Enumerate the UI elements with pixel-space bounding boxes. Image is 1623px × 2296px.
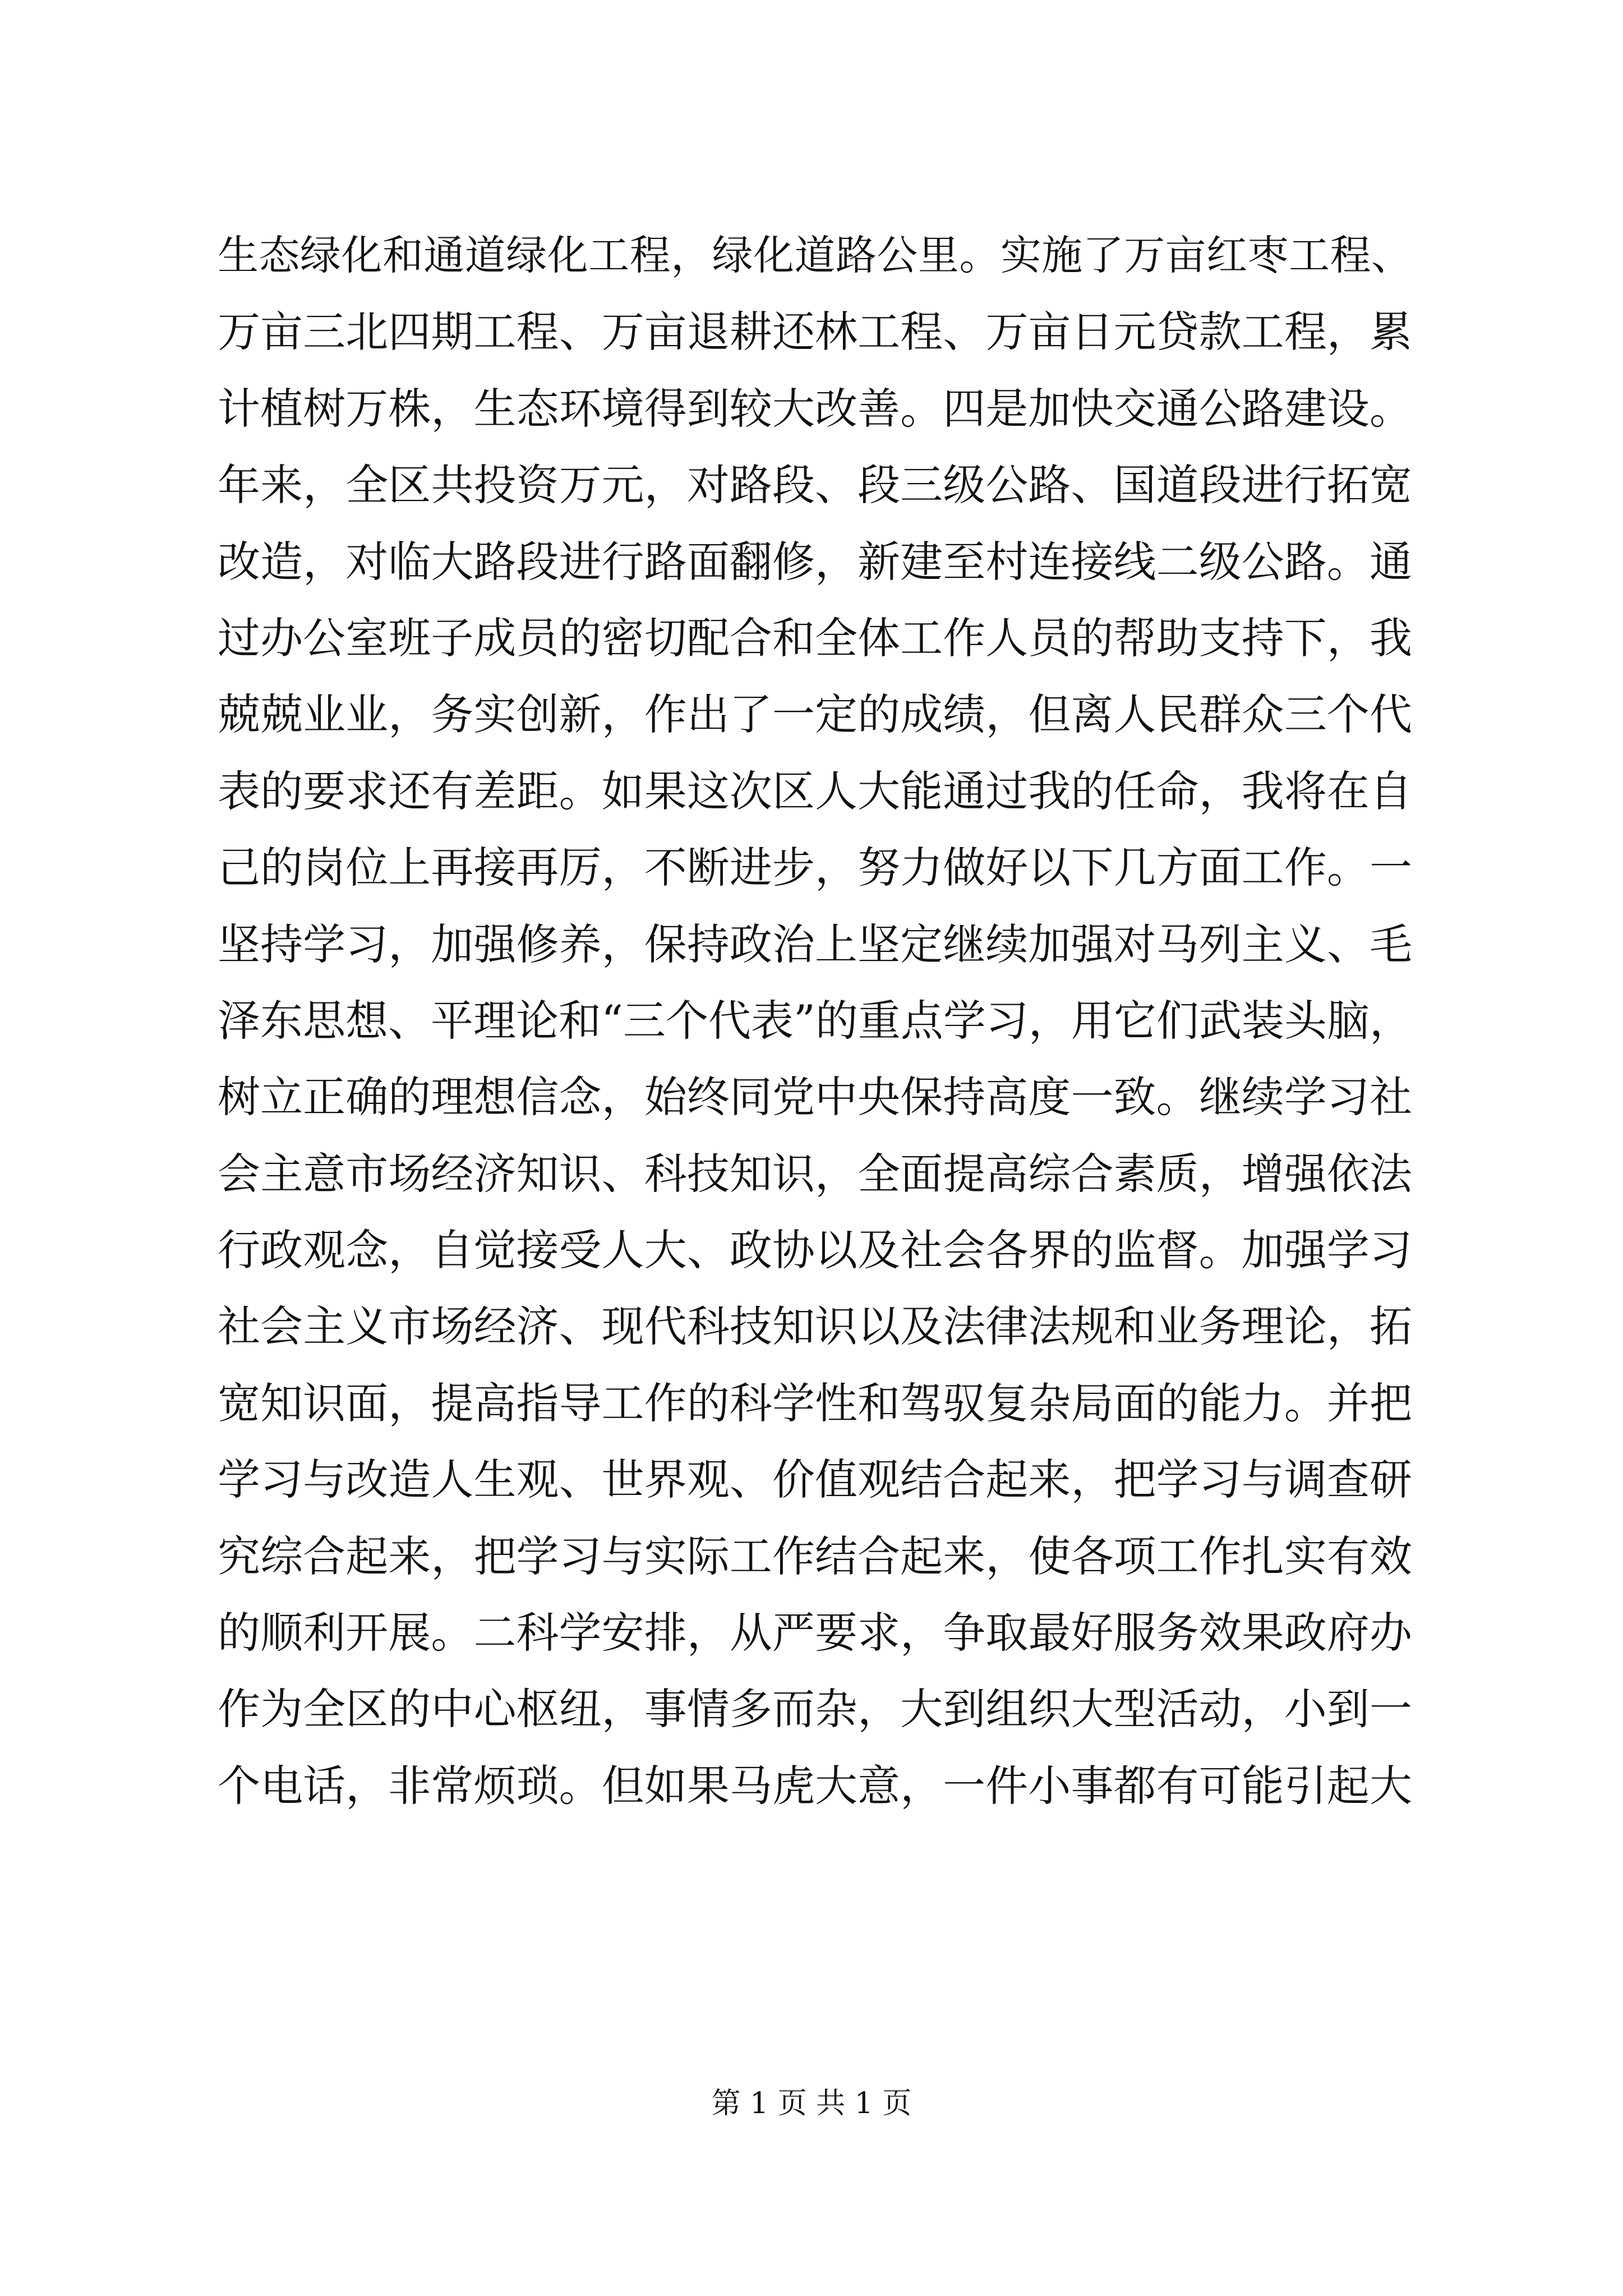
text-line: 己的岗位上再接再厉，不断进步，努力做好以下几方面工作。一 — [218, 843, 1412, 893]
text-line: 兢兢业业，务实创新，作出了一定的成绩，但离人民群众三个代 — [218, 689, 1412, 740]
text-line: 万亩三北四期工程、万亩退耕还林工程、万亩日元贷款工程，累 — [218, 307, 1412, 357]
text-line: 生态绿化和通道绿化工程，绿化道路公里。实施了万亩红枣工程、 — [218, 232, 1412, 279]
text-line: 树立正确的理想信念，始终同党中央保持高度一致。继续学习社 — [218, 1072, 1412, 1122]
text-line: 坚持学习，加强修养，保持政治上坚定继续加强对马列主义、毛 — [218, 919, 1412, 969]
text-line: 个电话，非常烦琐。但如果马虎大意，一件小事都有可能引起大 — [218, 1760, 1412, 1811]
text-line: 计植树万株，生态环境得到较大改善。四是加快交通公路建设。 — [218, 383, 1412, 434]
text-line: 作为全区的中心枢纽，事情多而杂，大到组织大型活动，小到一 — [218, 1684, 1412, 1734]
text-line: 泽东思想、平理论和“三个代表”的重点学习，用它们武装头脑， — [218, 995, 1412, 1046]
text-line: 过办公室班子成员的密切配合和全体工作人员的帮助支持下，我 — [218, 613, 1412, 663]
text-line: 的顺利开展。二科学安排，从严要求，争取最好服务效果政府办 — [218, 1608, 1412, 1658]
text-line: 改造，对临大路段进行路面翻修，新建至村连接线二级公路。通 — [218, 536, 1412, 587]
text-line: 宽知识面，提高指导工作的科学性和驾驭复杂局面的能力。并把 — [218, 1378, 1412, 1428]
text-line: 会主意市场经济知识、科技知识，全面提高综合素质，增强依法 — [218, 1148, 1412, 1199]
text-line: 学习与改造人生观、世界观、价值观结合起来，把学习与调查研 — [218, 1455, 1412, 1505]
text-line: 行政观念，自觉接受人大、政协以及社会各界的监督。加强学习 — [218, 1225, 1412, 1276]
text-line: 究综合起来，把学习与实际工作结合起来，使各项工作扎实有效 — [218, 1531, 1412, 1581]
text-line: 表的要求还有差距。如果这次区人大能通过我的任命，我将在自 — [218, 766, 1412, 816]
text-line: 社会主义市场经济、现代科技知识以及法律法规和业务理论，拓 — [218, 1301, 1412, 1352]
text-line: 年来，全区共投资万元，对路段、段三级公路、国道段进行拓宽 — [218, 460, 1412, 510]
page-footer: 第 1 页 共 1 页 — [711, 2087, 912, 2120]
body-text — [218, 218, 1412, 1824]
